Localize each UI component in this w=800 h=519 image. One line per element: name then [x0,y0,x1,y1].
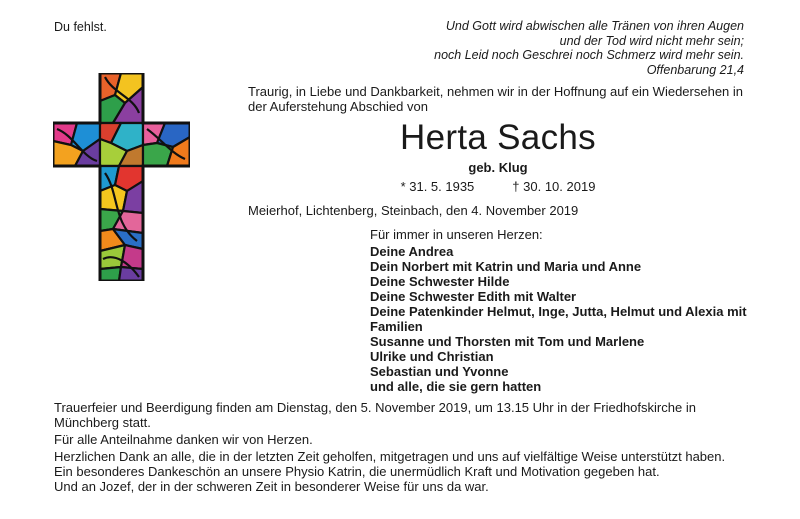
verse-line: noch Leid noch Geschrei noch Schmerz wird mehr sein. [434,48,744,62]
list-item: Deine Andrea [370,244,454,259]
header-left-text: Du fehlst. [54,20,107,34]
funeral-notice: Trauerfeier und Beerdigung finden am Dienstag, den 5. November 2019, um 13.15 Uhr in der Friedhofskirche in Münchberg statt. [54,400,696,430]
stained-glass-cross-icon [53,73,190,281]
verse-line: und der Tod wird nicht mehr sein; [559,33,744,48]
verse-source: Offenbarung 21,4 [646,62,744,77]
birth-date: * 31. 5. 1935 [400,179,475,194]
intro-text: Traurig, in Liebe und Dankbarkeit, nehmen wir in der Hoffnung auf ein Wiedersehen in der Auferstehung Abschied von [248,84,744,114]
death-date: † 30. 10. 2019 [512,179,596,194]
forever-heading: Für immer in unseren Herzen: [370,227,543,242]
thanks-short: Für alle Anteilnahme danken wir von Herzen. [54,432,313,447]
list-item: Dein Norbert mit Katrin und Maria und Anne [370,259,642,274]
birth-name: geb. Klug [468,160,528,175]
list-item: und alle, die sie gern hatten [370,379,542,394]
thanks-line: Ein besonderes Dankeschön an unsere Physio Katrin, die unermüdlich Kraft und Motivation gegeben hat. [54,464,660,479]
verse-line: Und Gott wird abwischen alle Tränen von ihren Augen [445,19,744,33]
mourners-list [370,244,760,394]
thanks-line: Herzlichen Dank an alle, die in der letzten Zeit geholfen, mitgetragen und uns auf vielfältige Weise unterstützt haben. [54,449,726,464]
list-item: Deine Patenkinder Helmut, Inge, Jutta, Helmut und Alexia mit Familien [370,304,747,334]
list-item: Susanne und Thorsten mit Tom und Marlene [370,334,645,349]
deceased-name: Herta Sachs [400,118,596,157]
thanks-line: Und an Jozef, der in der schweren Zeit in besonderer Weise für uns da war. [54,479,489,494]
list-item: Ulrike und Christian [370,349,494,364]
place-date: Meierhof, Lichtenberg, Steinbach, den 4. November 2019 [248,203,579,218]
bible-verse [384,19,744,77]
closing-section [54,400,754,494]
list-item: Deine Schwester Edith mit Walter [370,289,577,304]
life-dates [248,179,748,194]
list-item: Deine Schwester Hilde [370,274,510,289]
list-item: Sebastian und Yvonne [370,364,509,379]
